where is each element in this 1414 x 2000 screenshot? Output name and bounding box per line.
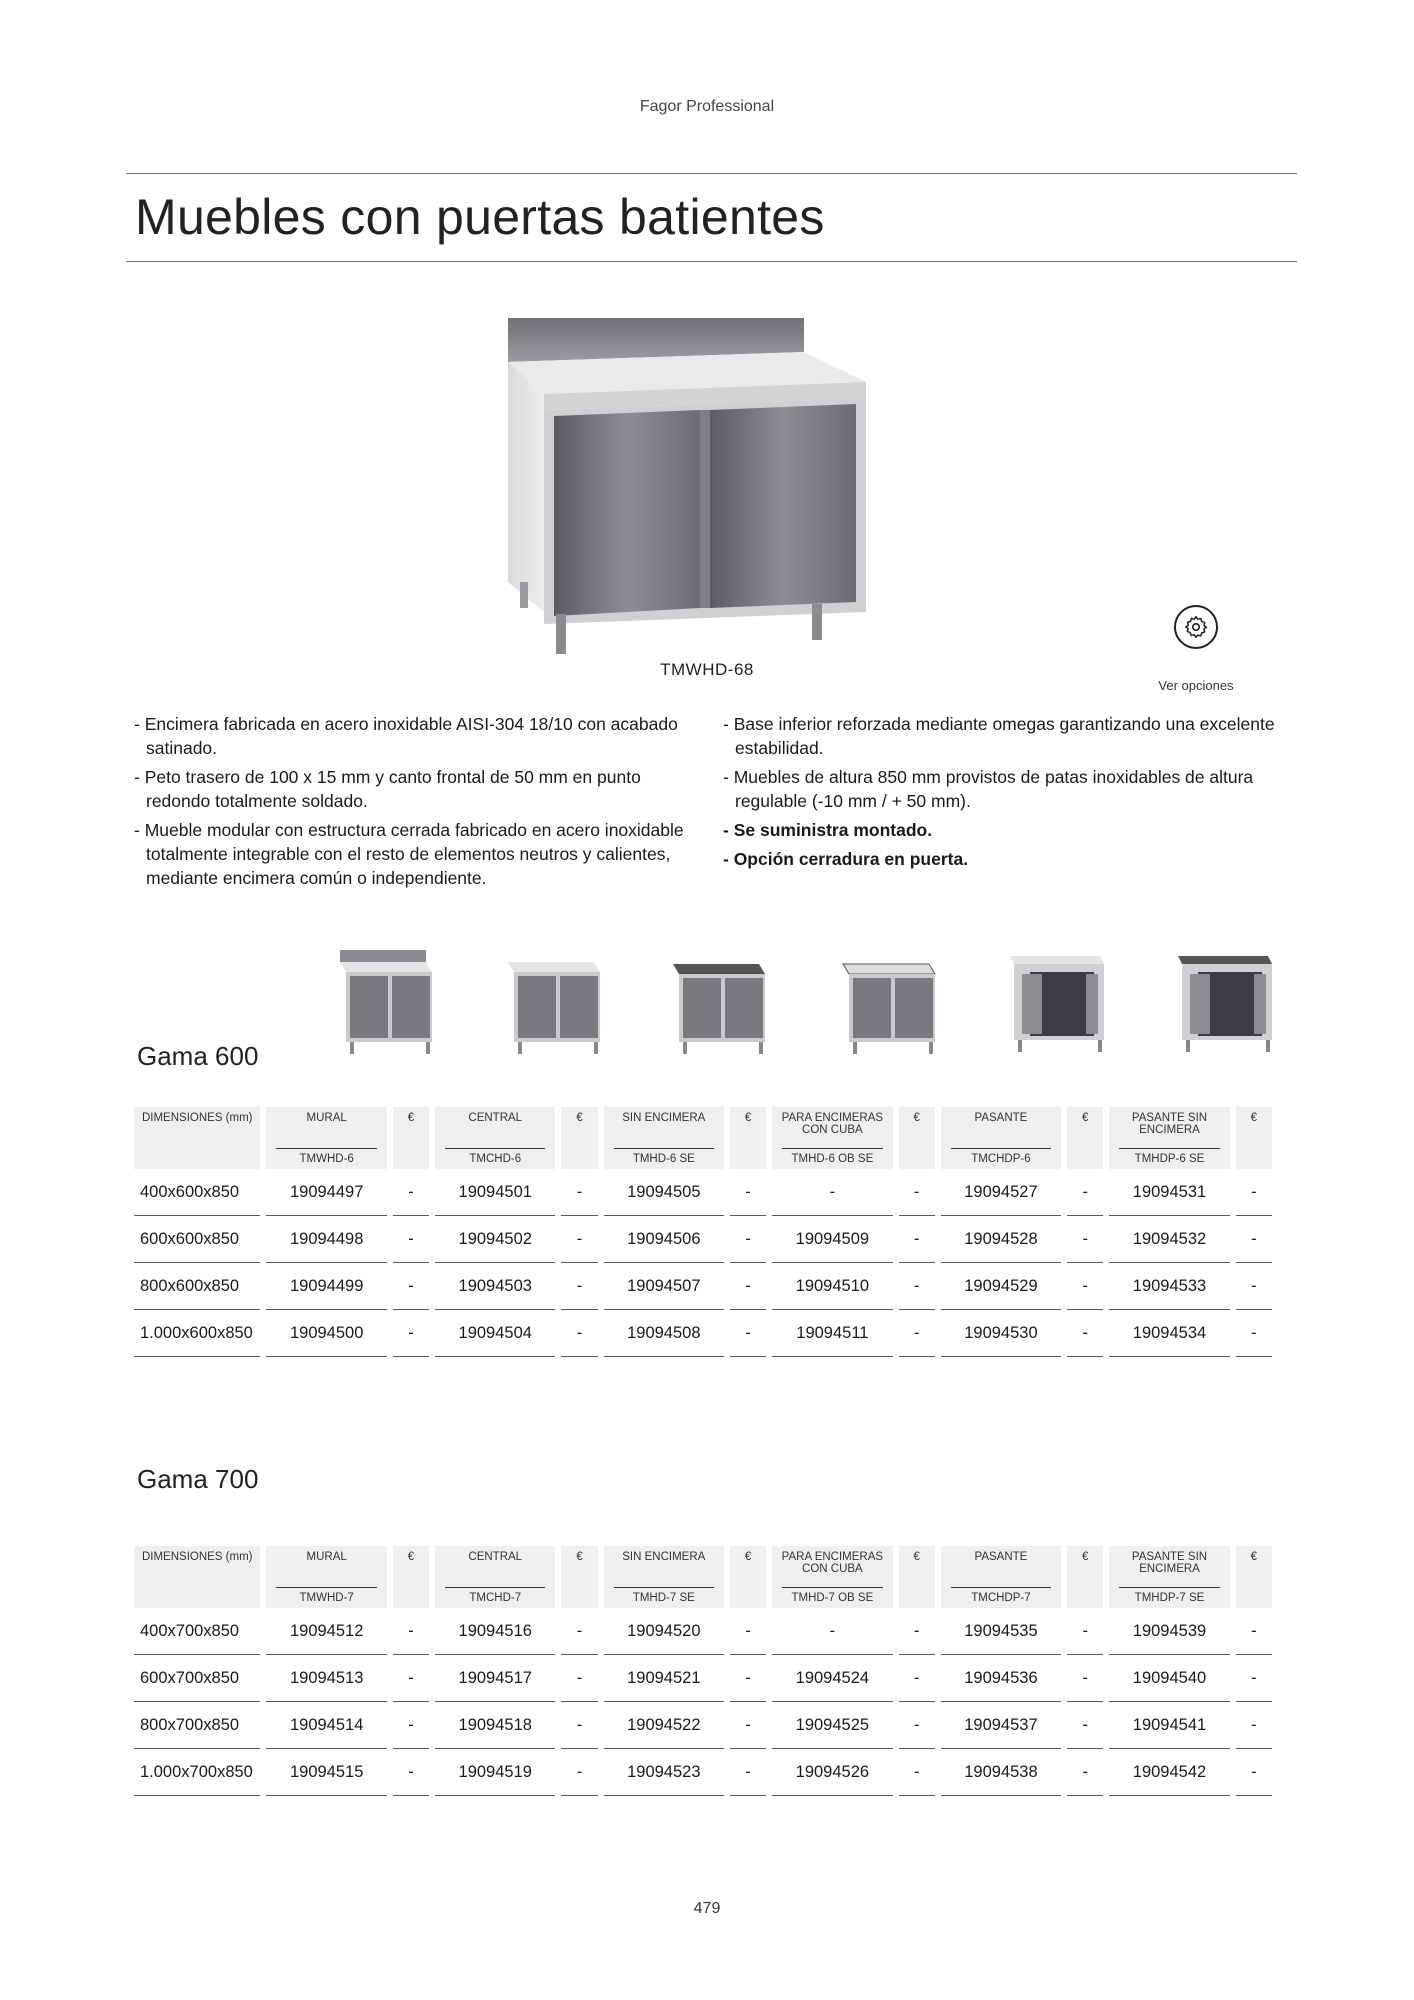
table-row xyxy=(134,1263,1272,1310)
table-row xyxy=(134,1702,1272,1749)
col-header: PASANTE TMCHDP-6 xyxy=(941,1107,1061,1169)
thumb-mural xyxy=(332,950,452,1060)
price-cell: - xyxy=(1236,1263,1272,1310)
price-cell: - xyxy=(1067,1608,1103,1655)
price-cell: - xyxy=(393,1655,429,1702)
price-cell: - xyxy=(561,1749,597,1796)
ref-cell: 19094511 xyxy=(772,1310,892,1357)
page-title: Muebles con puertas batientes xyxy=(135,189,825,245)
feature-item: - Peto trasero de 100 x 15 mm y canto frontal de 50 mm en punto redondo totalmente soldado. xyxy=(134,767,641,811)
euro-header: € xyxy=(561,1107,597,1169)
feature-item: - Base inferior reforzada mediante omegas garantizando una excelente estabilidad. xyxy=(723,714,1275,758)
price-cell: - xyxy=(561,1310,597,1357)
col-header: MURAL TMWHD-7 xyxy=(266,1546,386,1608)
ref-cell: 19094507 xyxy=(604,1263,724,1310)
price-cell: - xyxy=(730,1749,766,1796)
ref-cell: 19094509 xyxy=(772,1216,892,1263)
ref-cell: 19094528 xyxy=(941,1216,1061,1263)
ref-cell: 19094531 xyxy=(1109,1169,1229,1216)
col-header: PARA ENCIMERAS CON CUBA TMHD-7 OB SE xyxy=(772,1546,892,1608)
table-row xyxy=(134,1310,1272,1357)
price-cell: - xyxy=(899,1702,935,1749)
ref-cell: 19094520 xyxy=(604,1608,724,1655)
price-cell: - xyxy=(730,1263,766,1310)
euro-header: € xyxy=(1236,1107,1272,1169)
price-cell: - xyxy=(1236,1749,1272,1796)
price-cell: - xyxy=(1067,1263,1103,1310)
ref-cell: 19094497 xyxy=(266,1169,386,1216)
ref-cell: 19094542 xyxy=(1109,1749,1229,1796)
features-left xyxy=(134,712,699,895)
dimension-cell: 800x600x850 xyxy=(134,1263,260,1310)
euro-header: € xyxy=(561,1546,597,1608)
dimension-cell: 1.000x600x850 xyxy=(134,1310,260,1357)
col-header: CENTRAL TMCHD-6 xyxy=(435,1107,555,1169)
col-header: SIN ENCIMERA TMHD-6 SE xyxy=(604,1107,724,1169)
ref-cell: 19094541 xyxy=(1109,1702,1229,1749)
ref-cell: 19094514 xyxy=(266,1702,386,1749)
euro-header: € xyxy=(899,1107,935,1169)
col-header: PASANTE SIN ENCIMERA TMHDP-7 SE xyxy=(1109,1546,1229,1608)
price-cell: - xyxy=(393,1749,429,1796)
euro-header: € xyxy=(1236,1546,1272,1608)
price-cell: - xyxy=(561,1655,597,1702)
variant-thumbnails xyxy=(320,950,1300,1060)
price-cell: - xyxy=(393,1608,429,1655)
price-cell: - xyxy=(730,1702,766,1749)
ref-cell: 19094504 xyxy=(435,1310,555,1357)
price-cell: - xyxy=(561,1216,597,1263)
ref-cell: 19094510 xyxy=(772,1263,892,1310)
price-cell: - xyxy=(1067,1310,1103,1357)
price-cell: - xyxy=(899,1749,935,1796)
thumb-sin-encimera xyxy=(665,950,785,1060)
col-header: MURAL TMWHD-6 xyxy=(266,1107,386,1169)
ref-cell: 19094529 xyxy=(941,1263,1061,1310)
page-number: 479 xyxy=(693,1900,721,1917)
title-rule xyxy=(126,261,1297,262)
euro-header: € xyxy=(1067,1546,1103,1608)
table-header-row xyxy=(134,1107,1272,1169)
ref-cell: 19094518 xyxy=(435,1702,555,1749)
feature-item: - Mueble modular con estructura cerrada fabricado en acero inoxidable totalmente integrable con el resto de elementos neutros y calientes, mediante encimera común o independiente. xyxy=(134,820,684,888)
ref-cell: 19094522 xyxy=(604,1702,724,1749)
price-cell: - xyxy=(1067,1216,1103,1263)
price-cell: - xyxy=(393,1169,429,1216)
euro-header: € xyxy=(899,1546,935,1608)
ref-cell: 19094506 xyxy=(604,1216,724,1263)
table-row xyxy=(134,1169,1272,1216)
euro-header: € xyxy=(730,1546,766,1608)
ref-cell: 19094498 xyxy=(266,1216,386,1263)
ref-cell: 19094521 xyxy=(604,1655,724,1702)
ref-cell: 19094527 xyxy=(941,1169,1061,1216)
price-cell: - xyxy=(899,1655,935,1702)
table-header-row xyxy=(134,1546,1272,1608)
price-cell: - xyxy=(393,1702,429,1749)
dimension-cell: 800x700x850 xyxy=(134,1702,260,1749)
top-rule xyxy=(126,173,1297,174)
dimension-cell: 600x600x850 xyxy=(134,1216,260,1263)
col-header: PASANTE TMCHDP-7 xyxy=(941,1546,1061,1608)
price-cell: - xyxy=(730,1310,766,1357)
price-cell: - xyxy=(899,1263,935,1310)
dimension-cell: 400x700x850 xyxy=(134,1608,260,1655)
price-cell: - xyxy=(393,1263,429,1310)
ref-cell: 19094501 xyxy=(435,1169,555,1216)
ref-cell: 19094503 xyxy=(435,1263,555,1310)
price-cell: - xyxy=(730,1169,766,1216)
col-header: PASANTE SIN ENCIMERA TMHDP-6 SE xyxy=(1109,1107,1229,1169)
dimension-cell: 600x700x850 xyxy=(134,1655,260,1702)
price-cell: - xyxy=(1236,1655,1272,1702)
hero-cabinet-image xyxy=(500,312,880,670)
dimension-cell: 1.000x700x850 xyxy=(134,1749,260,1796)
price-cell: - xyxy=(561,1608,597,1655)
ref-cell: 19094534 xyxy=(1109,1310,1229,1357)
col-header: SIN ENCIMERA TMHD-7 SE xyxy=(604,1546,724,1608)
table-row xyxy=(134,1608,1272,1655)
price-cell: - xyxy=(730,1216,766,1263)
euro-header: € xyxy=(1067,1107,1103,1169)
ref-cell: 19094519 xyxy=(435,1749,555,1796)
brand-header: Fagor Professional xyxy=(639,98,775,115)
price-cell: - xyxy=(393,1216,429,1263)
price-cell: - xyxy=(561,1702,597,1749)
ref-cell: 19094499 xyxy=(266,1263,386,1310)
ref-cell: 19094505 xyxy=(604,1169,724,1216)
ref-cell: 19094508 xyxy=(604,1310,724,1357)
ref-cell: 19094516 xyxy=(435,1608,555,1655)
price-cell: - xyxy=(1067,1655,1103,1702)
price-cell: - xyxy=(1236,1169,1272,1216)
ref-cell: 19094539 xyxy=(1109,1608,1229,1655)
ref-cell: - xyxy=(772,1608,892,1655)
gama600-title: Gama 600 xyxy=(137,1041,259,1071)
price-cell: - xyxy=(393,1310,429,1357)
options-button[interactable] xyxy=(1174,605,1218,649)
ref-cell: 19094512 xyxy=(266,1608,386,1655)
ref-cell: 19094533 xyxy=(1109,1263,1229,1310)
price-cell: - xyxy=(899,1608,935,1655)
thumb-pasante-sin-encimera xyxy=(1168,950,1288,1060)
price-cell: - xyxy=(899,1310,935,1357)
table-row xyxy=(134,1749,1272,1796)
ref-cell: 19094537 xyxy=(941,1702,1061,1749)
price-cell: - xyxy=(1067,1749,1103,1796)
price-cell: - xyxy=(1067,1169,1103,1216)
thumb-para-encimeras xyxy=(835,950,955,1060)
dimensions-header: DIMENSIONES (mm) xyxy=(134,1107,260,1169)
feature-item: - Opción cerradura en puerta. xyxy=(723,849,969,869)
ref-cell: 19094535 xyxy=(941,1608,1061,1655)
price-cell: - xyxy=(1236,1702,1272,1749)
gama700-title: Gama 700 xyxy=(137,1464,259,1494)
ref-cell: 19094515 xyxy=(266,1749,386,1796)
euro-header: € xyxy=(393,1107,429,1169)
price-cell: - xyxy=(1236,1608,1272,1655)
ref-cell: 19094517 xyxy=(435,1655,555,1702)
thumb-pasante xyxy=(1000,950,1120,1060)
ref-cell: 19094502 xyxy=(435,1216,555,1263)
price-cell: - xyxy=(1236,1310,1272,1357)
ref-cell: 19094536 xyxy=(941,1655,1061,1702)
features-right xyxy=(723,712,1293,876)
feature-item: - Se suministra montado. xyxy=(723,820,933,840)
ref-cell: 19094538 xyxy=(941,1749,1061,1796)
price-cell: - xyxy=(1236,1216,1272,1263)
price-cell: - xyxy=(730,1655,766,1702)
ref-cell: - xyxy=(772,1169,892,1216)
col-header: PARA ENCIMERAS CON CUBA TMHD-6 OB SE xyxy=(772,1107,892,1169)
ref-cell: 19094523 xyxy=(604,1749,724,1796)
dimension-cell: 400x600x850 xyxy=(134,1169,260,1216)
ref-cell: 19094532 xyxy=(1109,1216,1229,1263)
price-cell: - xyxy=(899,1216,935,1263)
ref-cell: 19094526 xyxy=(772,1749,892,1796)
price-cell: - xyxy=(1067,1702,1103,1749)
gama600-table xyxy=(128,1107,1278,1357)
col-header: CENTRAL TMCHD-7 xyxy=(435,1546,555,1608)
dimensions-header: DIMENSIONES (mm) xyxy=(134,1546,260,1608)
table-row xyxy=(134,1216,1272,1263)
ref-cell: 19094525 xyxy=(772,1702,892,1749)
price-cell: - xyxy=(899,1169,935,1216)
ref-cell: 19094530 xyxy=(941,1310,1061,1357)
gear-icon xyxy=(1183,614,1209,640)
thumb-central xyxy=(500,950,620,1060)
euro-header: € xyxy=(730,1107,766,1169)
price-cell: - xyxy=(561,1169,597,1216)
ref-cell: 19094540 xyxy=(1109,1655,1229,1702)
feature-item: - Muebles de altura 850 mm provistos de patas inoxidables de altura regulable (-10 mm / + 50 mm). xyxy=(723,767,1254,811)
ref-cell: 19094513 xyxy=(266,1655,386,1702)
table-row xyxy=(134,1655,1272,1702)
hero-model-label: TMWHD-68 xyxy=(660,660,754,679)
feature-item: - Encimera fabricada en acero inoxidable AISI-304 18/10 con acabado satinado. xyxy=(134,714,678,758)
ref-cell: 19094500 xyxy=(266,1310,386,1357)
ref-cell: 19094524 xyxy=(772,1655,892,1702)
price-cell: - xyxy=(730,1608,766,1655)
gama700-table xyxy=(128,1546,1278,1796)
price-cell: - xyxy=(561,1263,597,1310)
options-label[interactable]: Ver opciones xyxy=(1158,678,1234,693)
euro-header: € xyxy=(393,1546,429,1608)
